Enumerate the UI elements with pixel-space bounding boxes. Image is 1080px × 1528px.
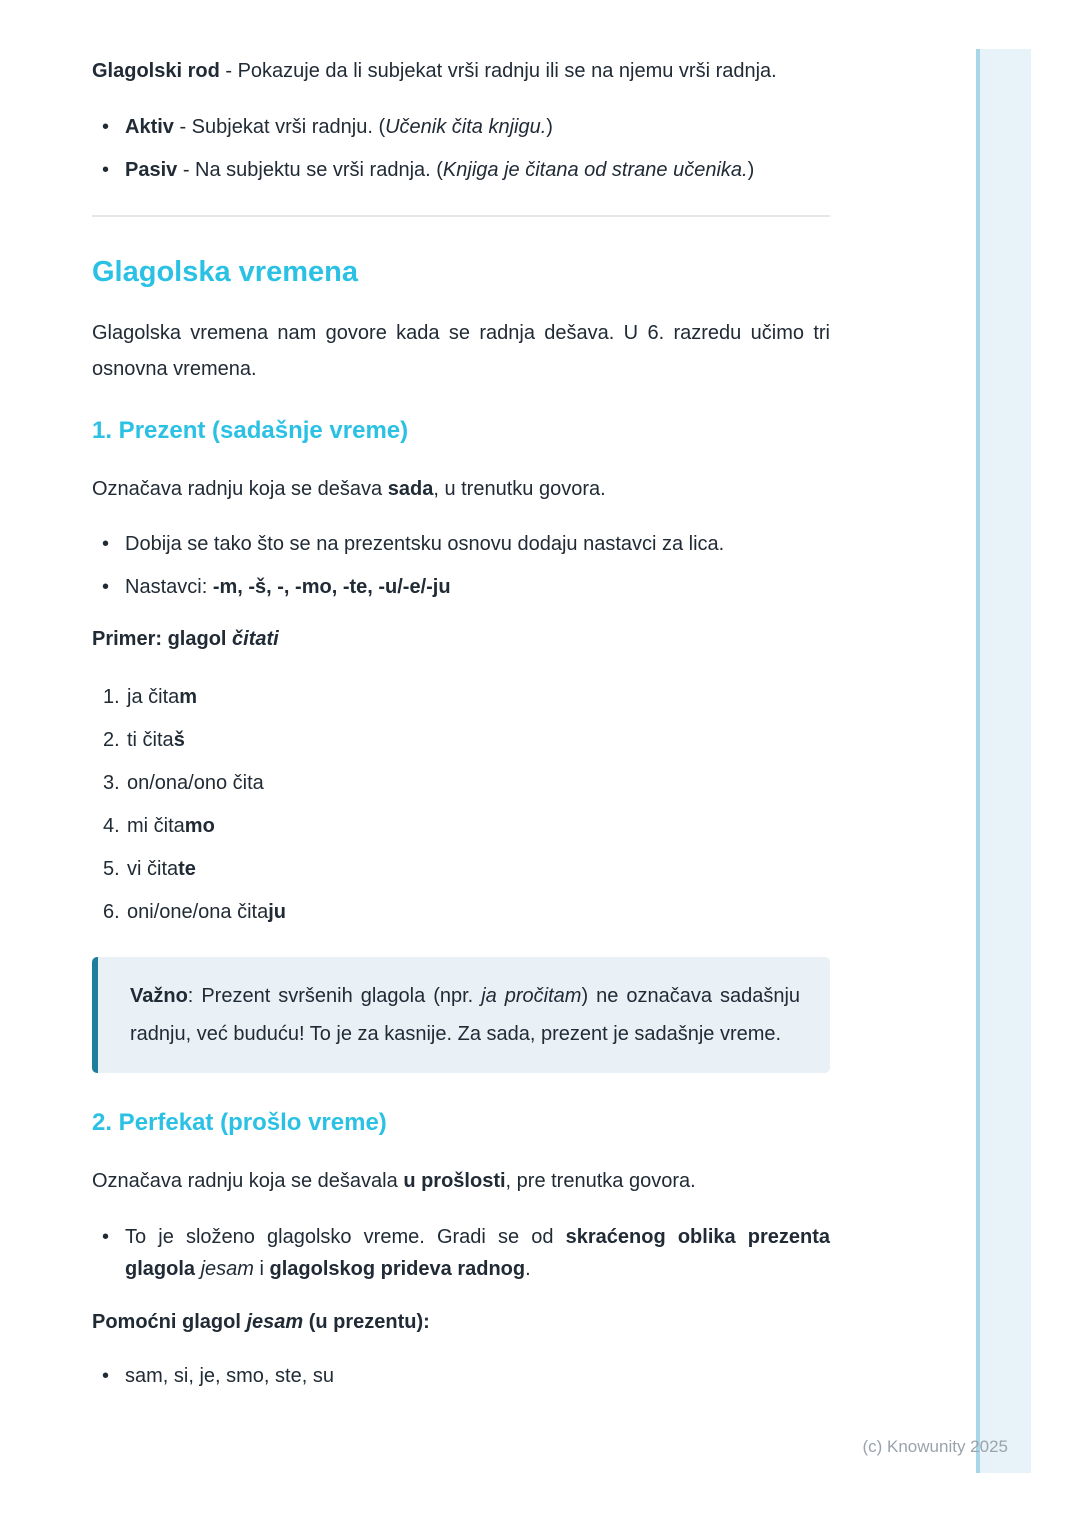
list-item-forms bbox=[92, 1361, 830, 1391]
list-item-aktiv bbox=[92, 112, 830, 142]
list-item-endings bbox=[92, 572, 830, 602]
text-run bbox=[92, 1311, 430, 1333]
copyright-watermark: (c) Knowunity 2025 bbox=[862, 1437, 1008, 1456]
text-run: Primer: glagol bbox=[92, 628, 233, 650]
text-run: mi čita bbox=[127, 815, 185, 837]
example-text: Učenik čita knjigu. bbox=[385, 116, 547, 138]
conjugation-item bbox=[92, 854, 830, 884]
callout-label: Važno bbox=[130, 985, 188, 1007]
example-text: Knjiga je čitana od strane učenika. bbox=[442, 159, 748, 181]
text-run: i bbox=[253, 1258, 270, 1280]
text-run: Označava radnju koja se dešava bbox=[92, 478, 388, 500]
emphasis-proslost: u prošlosti bbox=[403, 1170, 506, 1192]
emphasis-run: skraćenog oblika prezenta glagola bbox=[125, 1226, 831, 1280]
verb-citati: čitati bbox=[232, 628, 279, 650]
text-run: oni/one/ona čita bbox=[127, 901, 269, 923]
item-number: 4. bbox=[103, 815, 120, 837]
ending-run: ju bbox=[268, 901, 287, 923]
term-aktiv: Aktiv bbox=[125, 116, 174, 138]
text-run: - Subjekat vrši radnju. ( bbox=[173, 116, 386, 138]
glagolski-rod-list bbox=[92, 112, 830, 185]
ending-run: m bbox=[179, 686, 198, 708]
section-intro: Glagolska vremena nam govore kada se radnja dešava. U 6. razredu učimo tri osnovna vremena. bbox=[92, 322, 830, 380]
text-run: : Prezent svršenih glagola (npr. bbox=[187, 985, 482, 1007]
conjugation-item bbox=[92, 768, 830, 798]
text-run bbox=[92, 628, 279, 650]
text-run: Nastavci: bbox=[125, 576, 213, 598]
text-run: , pre trenutka govora. bbox=[505, 1170, 696, 1192]
text-run: ) bbox=[546, 116, 553, 138]
prezent-bullet-list bbox=[92, 529, 830, 602]
ending-run: š bbox=[173, 729, 185, 751]
emphasis-run: glagolskog prideva radnog bbox=[269, 1258, 526, 1280]
vazno-callout bbox=[92, 957, 830, 1073]
conjugation-item bbox=[92, 811, 830, 841]
endings-list: -m, -š, -, -mo, -te, -u/-e/-ju bbox=[212, 576, 451, 598]
text-run: ja čita bbox=[127, 686, 180, 708]
prezent-heading: 1. Prezent (sadašnje vreme) bbox=[92, 417, 409, 444]
text-run: vi čita bbox=[127, 858, 179, 880]
text-run: ) ne označava sadašnju radnju, već buduću! To je za kasnije. Za sada, prezent je sadašnje vreme. bbox=[130, 985, 801, 1045]
section-title: Glagolska vremena bbox=[92, 256, 358, 288]
ending-run: te bbox=[178, 858, 196, 880]
conjugation-list bbox=[92, 682, 830, 927]
verb-jesam: jesam bbox=[200, 1258, 254, 1280]
item-number: 3. bbox=[103, 772, 120, 794]
text-run: Označava radnju koja se dešavala bbox=[92, 1170, 404, 1192]
primer-label bbox=[92, 624, 830, 654]
perfekat-description bbox=[92, 1163, 830, 1199]
list-item-perfekat-formation bbox=[92, 1221, 830, 1285]
text-run: on/ona/ono čita bbox=[127, 772, 264, 794]
text-run: - Na subjektu se vrši radnja. ( bbox=[177, 159, 443, 181]
document-content bbox=[92, 0, 830, 1391]
item-number: 2. bbox=[103, 729, 120, 751]
example-text: ja pročitam bbox=[481, 985, 582, 1007]
text-run: Dobija se tako što se na prezentsku osnovu dodaju nastavci za lica. bbox=[125, 533, 725, 555]
text-run: Pomoćni glagol bbox=[92, 1311, 247, 1333]
verb-jesam: jesam bbox=[246, 1311, 304, 1333]
item-number: 6. bbox=[103, 901, 120, 923]
prezent-description bbox=[92, 471, 830, 507]
list-item-pasiv bbox=[92, 155, 830, 185]
glagolski-rod-definition bbox=[92, 56, 830, 86]
conjugation-item bbox=[92, 725, 830, 755]
page-edge-decoration bbox=[976, 49, 1031, 1473]
term-glagolski-rod: Glagolski rod bbox=[92, 60, 220, 82]
auxiliary-label bbox=[92, 1307, 830, 1337]
ending-run: mo bbox=[184, 815, 215, 837]
auxiliary-forms-list bbox=[92, 1361, 830, 1391]
text-run: sam, si, je, smo, ste, su bbox=[125, 1365, 334, 1387]
perfekat-heading: 2. Perfekat (prošlo vreme) bbox=[92, 1109, 387, 1136]
text-run: (u prezentu): bbox=[303, 1311, 430, 1333]
text-run: To je složeno glagolsko vreme. Gradi se od bbox=[125, 1226, 566, 1248]
text-run: , u trenutku govora. bbox=[433, 478, 606, 500]
item-number: 1. bbox=[103, 686, 120, 708]
text-run: . bbox=[525, 1258, 531, 1280]
conjugation-item bbox=[92, 682, 830, 712]
term-pasiv: Pasiv bbox=[125, 159, 178, 181]
text-run: ) bbox=[747, 159, 755, 181]
text-run: ti čita bbox=[127, 729, 174, 751]
emphasis-sada: sada bbox=[387, 478, 434, 500]
section-divider bbox=[92, 215, 830, 217]
item-number: 5. bbox=[103, 858, 120, 880]
list-item-formation bbox=[92, 529, 830, 559]
perfekat-bullet-list bbox=[92, 1221, 830, 1285]
text-run: - Pokazuje da li subjekat vrši radnju ili se na njemu vrši radnja. bbox=[219, 60, 777, 82]
conjugation-item bbox=[92, 897, 830, 927]
callout-text bbox=[130, 977, 800, 1053]
